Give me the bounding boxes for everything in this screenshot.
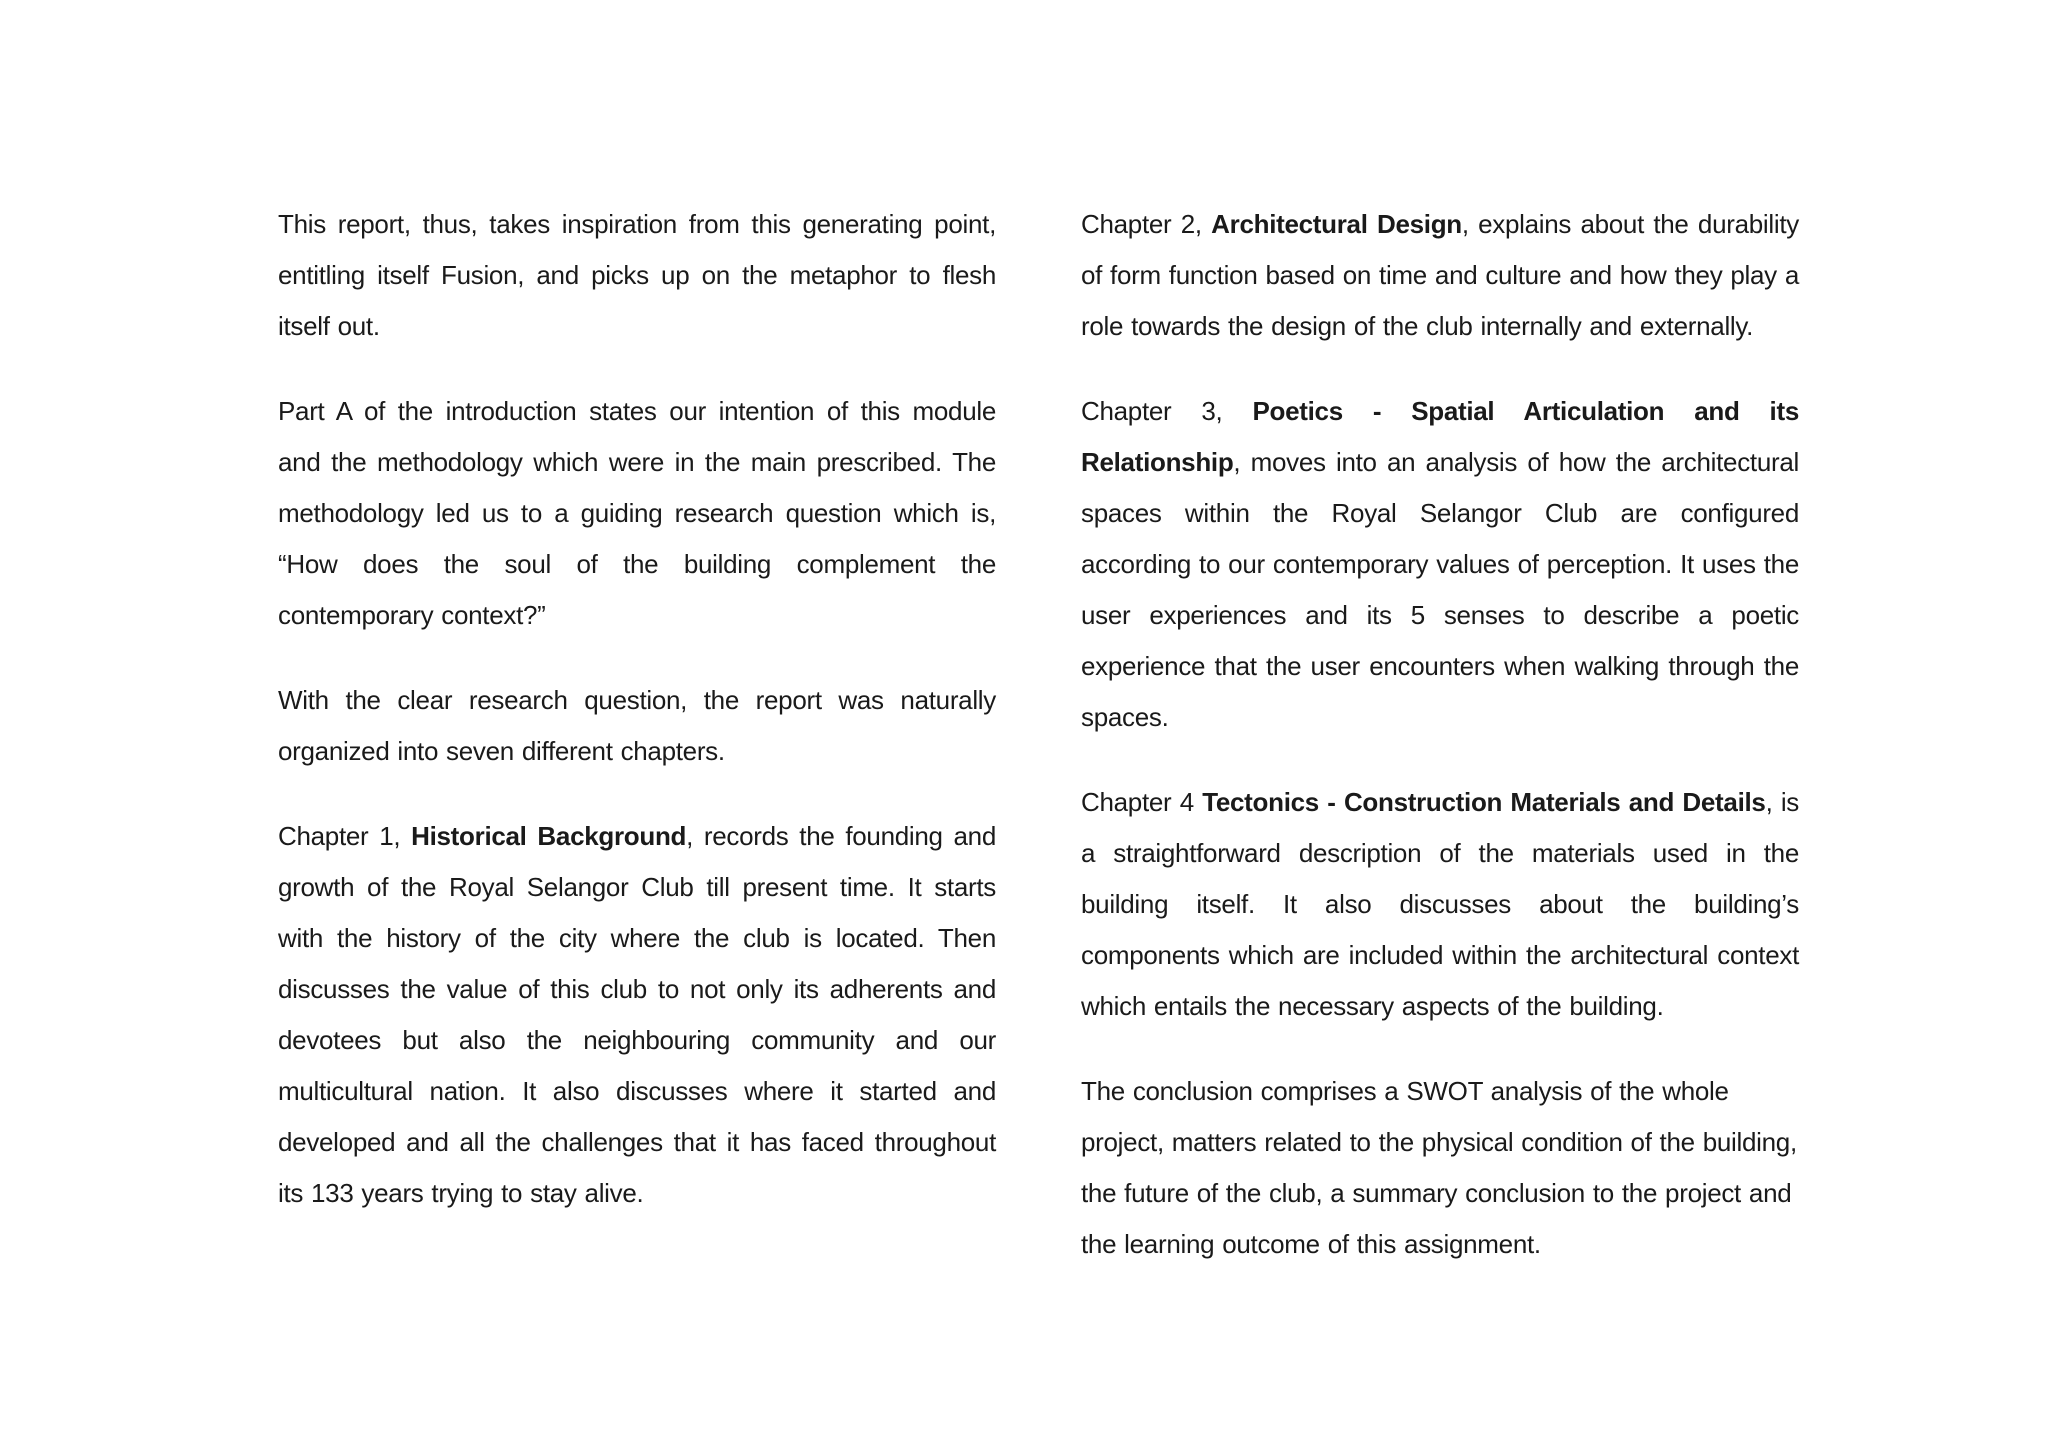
paragraph-part-a: Part A of the introduction states our intention of this module and the methodology which were in the main prescribed. The methodology led us to a guiding research question which is, “How does the soul of the building complement the contemporary context?”	[278, 396, 996, 630]
chapter-3-description: , moves into an analysis of how the architectural spaces within the Royal Selangor Club are configured according to our contemporary values of perception. It uses the user experiences and its 5 senses to describe a poetic experience that the user encounters when walking through the spaces.	[1081, 447, 1799, 732]
chapter-3-prefix: Chapter 3,	[1081, 396, 1253, 426]
paragraph-chapter-2	[1081, 199, 1799, 352]
left-column	[278, 199, 996, 1253]
paragraph-intro-fusion: This report, thus, takes inspiration from this generating point, entitling itself Fusion, and picks up on the metaphor to flesh itself out.	[278, 209, 996, 341]
chapter-1-title: Historical Background	[411, 821, 687, 851]
paragraph-conclusion: The conclusion comprises a SWOT analysis of the whole project, matters related to the physical condition of the building, the future of the club, a summary conclusion to the project and the learning outcome of this assignment.	[1081, 1076, 1797, 1259]
paragraph-research-question: With the clear research question, the report was naturally organized into seven different chapters.	[278, 685, 996, 766]
chapter-4-title: Tectonics - Construction Materials and Details	[1202, 787, 1766, 817]
chapter-2-prefix: Chapter 2,	[1081, 209, 1212, 239]
paragraph-chapter-1	[278, 811, 996, 1219]
chapter-3-title: Poetics - Spatial Articulation and its Relationship	[1081, 396, 1799, 477]
chapter-1-description: , records the founding and growth of the Royal Selangor Club till present time. It starts with the history of the city where the club is located. Then discusses the value of this club to not only its adherents and devotees but also the neighbouring community and our multicultural nation. It also discusses where it started and developed and all the challenges that it has faced throughout its 133 years trying to stay alive.	[278, 821, 996, 1208]
chapter-2-description: , explains about the durability of form function based on time and culture and how they play a role towards the design of the club internally and externally.	[1081, 209, 1799, 341]
chapter-1-prefix: Chapter 1,	[278, 821, 412, 851]
chapter-4-description: , is a straightforward description of the materials used in the building itself. It also discusses about the building’s components which are included within the architectural context which entails the necessary aspects of the building.	[1081, 787, 1799, 1021]
paragraph-chapter-4	[1081, 777, 1799, 1032]
chapter-2-title: Architectural Design	[1211, 209, 1462, 239]
chapter-4-prefix: Chapter 4	[1081, 787, 1203, 817]
paragraph-chapter-3	[1081, 386, 1799, 743]
right-column	[1081, 199, 1799, 1304]
